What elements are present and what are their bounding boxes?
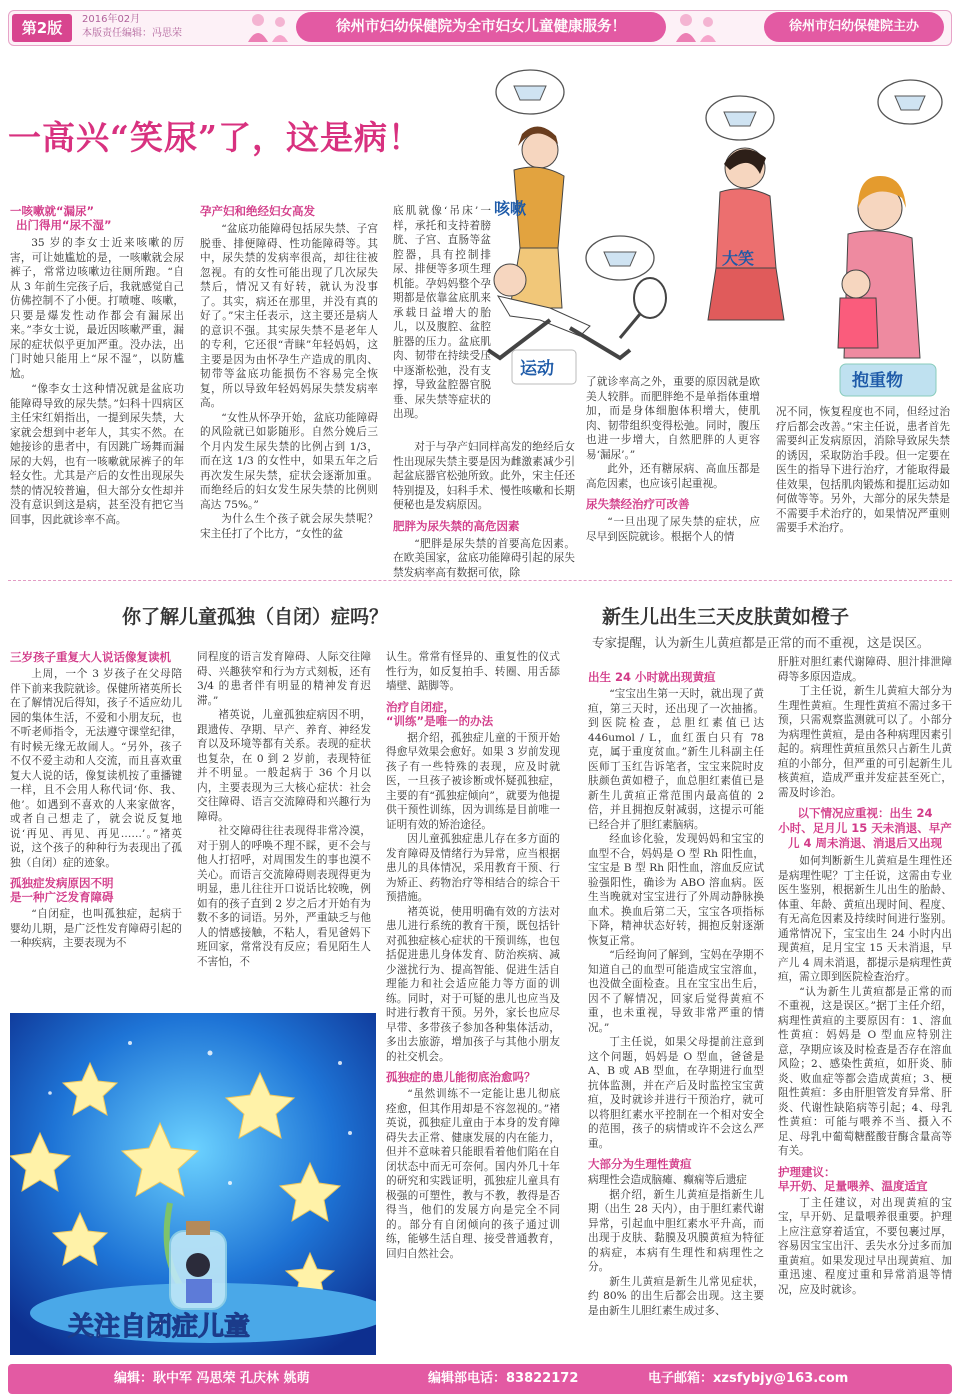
article3-heading2: 大部分为生理性黄疸 [588,1157,692,1171]
article1-heading1: 一咳嗽就“漏尿” 出门得用“尿不湿” [10,204,112,232]
article1-body: 了就诊率高之外，重要的原因就是欧美人较胖。而肥胖绝不是单指体重增加，而是身体细胞体积增大，使肌肉、韧带组织变得松弛。同时，腹压也进一步增大，自然肥胖的人更容易‘漏尿’。” 此外，还有糖尿病、高血压都是高危因素，也应该引起重视。 [586,376,760,490]
article3-heading1: 出生 24 小时就出现黄疸 [588,670,716,684]
label-lift: 抱重物 [852,371,903,391]
article2-heading4: 孤独症的患儿能彻底治愈吗？ [386,1070,536,1084]
banner-text: 关注自闭症儿童 [68,1312,251,1342]
article2-col1: 三岁孩子重复大人说话像复读机 上周，一个 3 岁孩子在父母陪伴下前来我院就诊。保健所褚英所长在了解情况后得知，孩子不适应幼儿园的集体生活，不爱和小朋友玩，也不听老师指令，无法遵守课堂纪律，有时候无缘无故闹人。“另外，孩子不仅不爱主动和人交流，而且喜欢重复大人说的话，像复读机按了重播键一样，且不会用人称代词‘你、我、他’。如遇到不喜欢的人来家做客，或者自己想走了，就会说反复地说‘再见、再见、再见……’。”褚英说，这个孩子的种种行为表现出了孤独（自闭）症的迹象。 孤独症发病原因不明 是一种广泛发育障碍 “自闭症，也叫孤独症，起病于婴幼儿期，是广泛性发育障碍引起的一种疾病，主要表现为不 [10,650,182,949]
article1-col2 [200,204,378,541]
article3-body: “宝宝出生第一天时，就出现了黄疸，第三天时，还出现了一次抽搐。到医院检查，总胆红素值已达 446umol / L，血红蛋白只有 78 克，属于重度贫血。”新生儿科副主任医师丁玉红告诉笔者，宝宝来院时皮肤颜色黄如橙子，血总胆红素值已是新生儿黄疸正常范围内最高值的 2 倍，并且拥抱反射减弱，这提示可能已经合并了胆红素脑病。 经血诊化验，发现妈妈和宝宝的血型不合，妈妈是 O 型 Rh 阳性血，宝宝是 B 型 Rh 阳性血，溶血反应试验强阳性，确诊为 ABO 溶血病。医生当晚就对宝宝进行了外周动静脉换血术。换血后第二天，宝宝各项指标下降，精神状态好转，拥抱反射逐渐恢复正常。 “后经询问了解到，宝妈在孕期不知道自己的血型可能造成宝宝溶血，也没做全面检查。且在宝宝出生后，因不了解情况，回家后觉得黄疸不重，也未重视，导致非常严重的情况。” 丁主任说，如果父母提前注意到这个问题，妈妈是 O 型血，爸爸是 A、B 或 AB 型血，在孕期进行血型抗体监测，并在产后及时监控宝宝黄疸，及时就诊并进行干预治疗，就可以将胆红素水平控制在一个相对安全的范围，孩子的病情或许不会这么严重。 [588,688,764,1150]
article1-col4: 了就诊率高之外，重要的原因就是欧美人较胖。而肥胖绝不是单指体重增加，而是身体细胞体积增大，使肌肉、韧带组织变得松弛。同时，腹压也进一步增大，自然肥胖的人更容易‘漏尿’。” 此外，还有糖尿病、高血压都是高危因素，也应该引起重视。 尿失禁经治疗可改善 “一旦出现了尿失禁的症状，应尽早到医院就诊。根据个人的情 [586,376,760,543]
article3-subtitle: 专家提醒，认为新生儿黄疸都是正常的而不重视，这是误区。 [592,635,930,650]
article2-heading3: 治疗自闭症， “训练”是唯一的办法 [386,699,494,728]
article1-heading4: 尿失禁经治疗可改善 [586,497,690,511]
issue-info [82,13,182,41]
article1-body: 况不同，恢复程度也不同，但经过治疗后都会改善。”宋主任说，患者首先需要纠正发病原因，消除导致尿失禁的诱因，采取防治手段。但一定要在医生的指导下进行治疗，才能取得最佳效果，包括肌肉锻炼和提肛运动如何做等等。另外，大部分的尿失禁是不需要手术治疗的，如果情况严重则需要手术治疗。 [776,406,950,534]
article3-body: 肝脏对胆红素代谢障碍、胆汁排泄障碍等多原因造成。 丁主任说，新生儿黄疸大部分为生理性黄疸。生理性黄疸不需过多干预，只需观察监测就可以了。小部分为病理性黄疸，是由各种病理因素引起的。病理性黄疸虽然只占新生儿黄疸的小部分，但严重的可引起新生儿核黄疸，造成严重并发症甚至死亡，需及时诊治。 [778,656,952,799]
article3-col1: 出生 24 小时就出现黄疸 “宝宝出生第一天时，就出现了黄疸，第三天时，还出现了一次抽搐。到医院检查，总胆红素值已达 446umol / L，血红蛋白只有 78 克，属于重度贫血。”新生儿科副主任医师丁玉红告诉笔者，宝宝来院时皮肤颜色黄如橙子，血总胆红素值已是新生儿黄疸正常范围内最高值的 2 倍，并且拥抱反射减弱，这提示可能已经合并了胆红素脑病。 经血诊化验，发现妈妈和宝宝的血型不合，妈妈是 O 型 Rh 阳性血，宝宝是 B 型 Rh 阳性血，溶血反应试验强阳性，确诊为 ABO 溶血病。医生当晚就对宝宝进行了外周动静脉换血术。换血后第二天，宝宝各项指标下降，精神状态好转，拥抱反射逐渐恢复正常。 “后经询问了解到，宝妈在孕期不知道自己的血型可能造成宝宝溶血，也没做全面检查。且在宝宝出生后，因不了解情况，回家后觉得黄疸不重，也未重视，导致非常严重的情况。” 丁主任说，如果父母提前注意到这个问题，妈妈是 O 型血，爸爸是 A、B 或 AB 型血，在孕期进行血型抗体监测，并在产后及时监控宝宝黄疸，及时就诊并进行干预治疗，就可以将胆红素水平控制在一个相对安全的范围，孩子的病情或许不会这么严重。 大部分为生理性黄疸 病理性会造成脑瘫、癫痫等后遗症 据介绍，新生儿黄疸是指新生儿期（出生 28 天内），由于胆红素代谢异常，引起血中胆红素水平升高，而出现于皮肤、黏膜及巩膜黄疸为特征的病症，本病有生理性和病理性之分。 新生儿黄疸是新生儿常见症状，约 80% 的出生后都会出现。这主要是由新生儿胆红素生成过多、 [588,670,764,1317]
article2-col2 [197,650,371,969]
page-footer [8,1364,952,1394]
footer-email: 电子邮箱：xzsfybjy@163.com [648,1371,849,1386]
article2-title: 你了解儿童孤独（自闭）症吗？ [122,606,389,628]
mother-child-icon [672,12,722,44]
autism-awareness-image [10,1013,376,1355]
article1-col1 [10,204,184,527]
label-sport: 运动 [520,359,554,379]
slogan-banner: 徐州市妇幼保健院为全市妇女儿童健康服务！ [296,12,666,42]
edition-badge: 第2版 [12,14,72,42]
article2-col3: 认生。常常有怪异的、重复性的仪式性行为，如反复拍手、转圈、用舌舔墙壁、踮脚等。 治疗自闭症， “训练”是唯一的办法 据介绍，孤独症儿童的干预开始得愈早效果会愈好。如果 3 岁前发现孩子有一些特殊的表现，应及时就医，一旦孩子被诊断或怀疑孤独症，主要的有“孤独症倾向”，就要为他提供干预性训练，因为训练是目前唯一证明有效的矫治途径。 因儿童孤独症患儿存在多方面的发育障碍及情绪行为异常，应当根据患儿的具体情况，采用教育干预、行为矫正、药物治疗等相结合的综合干预措施。 褚英说，使用明确有效的方法对患儿进行系统的教育干预，既包括针对孤独症核心症状的干预训练，也包括促进患儿身体发育、防治疾病、减少滋扰行为、提高智能、促进生活自理能力和社会适应能力等方面的训练。同时，对于可疑的患儿也应当及时进行教育干预。另外，家长也应尽早带、多带孩子参加各种集体活动，多出去旅游，增加孩子与其他小朋友的社交机会。 孤独症的患儿能彻底治愈吗？ “虽然训练不一定能让患儿彻底痊愈，但其作用却是不容忽视的。”褚英说，孤独症儿童由于本身的发育障碍失去正常、健康发展的内在能力，但并不意味着只能眼看着他们陷在自闭状态中而无可奈何。国内外几十年的研究和实践证明，孤独症儿童具有极强的可塑性，教与不教，教得是否得当，他们的发展方向是完全不同的。部分有自闭倾向的孩子通过训练，能够生活自理、接受普通教育，回归自然社会。 [386,651,560,1260]
article1-body: 对于与孕产妇同样高发的绝经后女性出现尿失禁主要是因为雌激素减少引起盆底器官松弛所致。此外，宋主任还特别提及，妇科手术、慢性咳嗽和长期便秘也是发病原因。 [393,441,575,511]
article1-title: 一高兴“笑尿”了，这是病！ [8,118,422,157]
article1-heading3: 肥胖为尿失禁的高危因素 [393,518,520,533]
article2-heading1: 三岁孩子重复大人说话像复读机 [10,650,171,664]
article1-body: 35 岁的李女士近来咳嗽的厉害，可让她尴尬的是，一咳嗽就会尿裤子，常常边咳嗽边往厕所跑。“自从 3 年前生完孩子后，我就感觉自己仿佛控制不了小便。打喷嚏、咳嗽，只要是爆发性动作都会有漏尿出来。”李女士说，最近因咳嗽严重，漏尿的症状似乎更加严重。没办法，出门时她只能用上“尿不湿”，以防尴尬。 “像李女士这种情况就是盆底功能障碍导致的尿失禁。”妇科十四病区主任宋红娟指出，一提到尿失禁，大家就会想到中老年人，其实不然。在她接诊的患者中，有因跳广场舞而漏尿的大妈，也有一咳嗽就尿裤子的年轻女性。尤其是产后的女性出现尿失禁的情况较普遍，但大部分女性却并没有意识到这是病，甚至没有把它当回事，因此就诊率不高。 [10,237,184,526]
label-cough: 咳嗽 [494,199,527,218]
article1-body: “盆底功能障碍包括尿失禁、子宫脱垂、排便障碍、性功能障碍等。其中，尿失禁的发病率很高，却往往被忽视。有的女性可能出现了几次尿失禁后，情况又有好转，就认为没事了。其实，病还在那里，并没有真的好了。”宋主任表示，这主要还是病人的意识不强。其实尿失禁不是老年人的专利，它还很“青睐”年轻妈妈，这主要是因为由怀孕生产造成的肌肉、韧带等盆底功能损伤不容易完全恢复，所以导致年轻妈妈尿失禁发病率高。 “女性从怀孕开始，盆底功能障碍的风险就已如影随形。自然分娩后三个月内发生尿失禁的比例占到 1/3，而在这 1/3 的女性中，如果五年之后再次发生尿失禁，症状会逐渐加重。而绝经后的妇女发生尿失禁的比例则高达 75%。” 为什么生个孩子就会尿失禁呢？宋主任打了个比方，“女性的盆 [200,223,378,540]
footer-editors: 编辑：耿中军 冯思荣 孔庆林 姚萌 [114,1371,310,1386]
article2-heading2: 孤独症发病原因不明 是一种广泛发育障碍 [10,876,114,904]
article1-col3a [393,204,491,422]
editor-credit: 本版责任编辑：冯思荣 [82,28,182,39]
article1-heading2: 孕产妇和绝经妇女高发 [200,204,315,218]
article1-col5 [776,405,950,536]
article1-col3b: 对于与孕产妇同样高发的绝经后女性出现尿失禁主要是因为雌激素减少引起盆底器官松弛所致。此外，宋主任还特别提及，妇科手术、慢性咳嗽和长期便秘也是发病原因。 肥胖为尿失禁的高危因素 “肥胖是尿失禁的首要高危因素。在欧美国家，盆底功能障碍引起的尿失禁发病率高有数据可依，除 [393,441,575,579]
article3-col2: 肝脏对胆红素代谢障碍、胆汁排泄障碍等多原因造成。 丁主任说，新生儿黄疸大部分为生理性黄疸。生理性黄疸不需过多干预，只需观察监测就可以了。小部分为病理性黄疸，是由各种病理因素引起的。病理性黄疸虽然只占新生儿黄疸的小部分，但严重的可引起新生儿核黄疸，造成严重并发症甚至死亡，需及时诊治。 以下情况应重视：出生 24 小时、足月儿 15 天未消退、早产 儿 4 周未消退、消退后又出现 如何判断新生儿黄疸是生理性还是病理性呢？丁主任说，这需由专业医生鉴别，根据新生儿出生的胎龄、体重、年龄、黄疸出现时间、程度、有无高危因素及持续时间进行鉴别。通常情况下，宝宝出生 24 小时内出现黄疸，足月宝宝 15 天未消退，早产儿 4 周未消退，都提示是病理性黄疸，需立即到医院检查治疗。 “认为新生儿黄疸都是正常的而不重视，这是误区。”据丁主任介绍，病理性黄疸的主要原因有：1、溶血性黄疸：妈妈是 O 型血应特别注意，孕期应该及时检查是否存在溶血风险；2、感染性黄疸，如肝炎、肺炎、败血症等都会造成黄疸；3、梗阻性黄疸：多由肝胆管发育异常、肝炎、代谢性缺陷病等引起；4、母乳性黄疸：可能与喂养不当、摄入不足、母乳中葡萄糖醛酸苷酶含量高等有关。 护理建议： 早开奶、足量喂养、温度适宜 丁主任建议，对出现黄疸的宝宝，早开奶、足量喂养很重要。护理上应注意穿着适宜，不要包裹过厚，容易因宝宝出汗、丢失水分过多而加重黄疸。如果发现过早出现黄疸、加重迅速、程度过重和异常消退等情况，应及时就诊。 [778,656,952,1296]
article2-body: 上周，一个 3 岁孩子在父母陪伴下前来我院就诊。保健所褚英所长在了解情况后得知，孩子不适应幼儿园的集体生活，不爱和小朋友玩，也不听老师指令，无法遵守课堂纪律，有时候无缘无故闹人。“另外，孩子不仅不爱主动和人交流，而且喜欢重复大人说的话，像复读机按了重播键一样，且不会用人称代词‘你、我、他’。如遇到不喜欢的人来家做客，或者自己想走了，就会说反复地说‘再见、再见、再见……’。”褚英说，这个孩子的种种行为表现出了孤独（自闭）症的迹象。 [10,668,182,869]
host-banner: 徐州市妇幼保健院主办 [764,12,944,42]
article3-title: 新生儿出生三天皮肤黄如橙子 [602,606,850,628]
article1-body: 底肌就像‘吊床’一样，承托和支持着膀胱、子宫、直肠等盆腔器，具有控制排尿、排便等多项生理机能。孕妈妈整个孕期都是依靠盆底肌来承载日益增大的胎儿，以及腹腔、盆腔脏器的压力。盆底肌肉、韧带在持续受压中逐渐松弛，没有支撑，导致盆腔器官脱垂、尿失禁等症状的出现。 [393,205,491,420]
article2-body: 认生。常常有怪异的、重复性的仪式性行为，如反复拍手、转圈、用舌舔墙壁、踮脚等。 [386,651,560,692]
section-divider [8,580,952,581]
mother-child-icon [244,12,294,44]
issue-date: 2016年02月 [82,14,141,25]
footer-phone: 编辑部电话：83822172 [428,1371,579,1386]
label-laugh: 大笑 [722,249,755,268]
article3-heading4: 护理建议： 早开奶、足量喂养、温度适宜 [778,1164,928,1193]
article2-body: 同程度的语言发育障碍、人际交往障碍、兴趣狭窄和行为方式刻板，还有 3/4 的患者伴有明显的精神发育迟滞。” 褚英说，儿童孤独症病因不明，跟遗传、孕期、早产、养育、神经发育以及环境等都有关系。表现的症状也复杂，在 0 到 2 岁前，表现特征并不明显。一般起病于 36 个月以内，主要表现为三大核心症状：社会交往障碍、语言交流障碍和兴趣行为障碍。 社交障碍往往表现得非常冷漠，对于别人的呼唤不理不睬，更不会与他人打招呼，对周围发生的事也漠不关心。而语言交流障碍则表现得更为明显，患儿往往开口说话比较晚，例如有的孩子直到 2 岁之后才开始有为数不多的词语。另外，严重缺乏与他人的情感接触，不粘人，看见爸妈下班回家，常常没有反应；看见陌生人不害怕，不 [197,651,371,968]
article3-heading3: 以下情况应重视：出生 24 小时、足月儿 15 天未消退、早产 儿 4 周未消退、消退后又出现 [778,806,952,850]
